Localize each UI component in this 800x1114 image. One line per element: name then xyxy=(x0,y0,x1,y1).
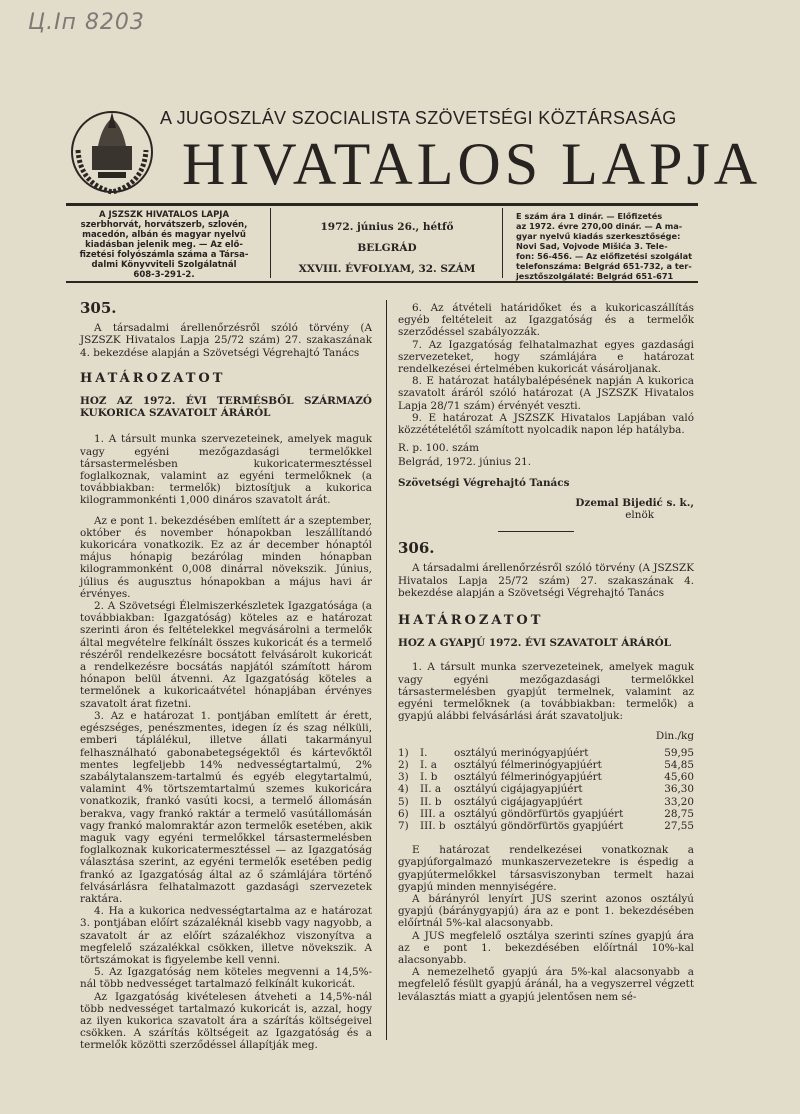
table-row: 6) III. a osztályú göndörfürtös gyapjúért 28,75 xyxy=(398,807,694,820)
header-right-line: Novi Sad, Vojvode Mišića 3. Tele- xyxy=(516,241,668,251)
header-divider xyxy=(502,208,503,278)
header-right-line: E szám ára 1 dinár. — Előfizetés xyxy=(516,211,663,221)
decision-intro: A társadalmi árellenőrzésről szóló törvény (A JSZSZK Hivatalos Lapja 25/72 szám) 27. szakaszának 4. bekezdése alapján a Szövetségi Végrehajtó Tanács xyxy=(80,322,372,359)
table-row: 7) III. b osztályú göndörfürtös gyapjúért 27,55 xyxy=(398,819,694,832)
council-name: Szövetségi Végrehajtó Tanács xyxy=(398,476,570,489)
table-row: 4) II. a osztályú cigájagyapjúért 36,30 xyxy=(398,783,694,796)
header-top-rule xyxy=(66,203,698,206)
table-row: 3) I. b osztályú félmerinógyapjúért 45,60 xyxy=(398,771,694,784)
paragraph: 2. A Szövetségi Élelmiszerkészletek Igazgatósága (a továbbiakban: Igazgatóság) köteles az e határozat szerinti áron és feltételekkel megvásárolni a termelők által megvételre felkínált összes kukoricát és a termelő részéről rendelkezésre bocsátott felvásárolt kukoricát a rendelkezésre bocsátás napjától számított három hónapon belül átvenni. Az Igazgatóság köteles a termelőnek a kukoricaátvétel hónapjában érvényes szavatolt árat fizetni. xyxy=(80,600,372,710)
paragraph: 3. Az e határozat 1. pontjában említett ár érett, egészséges, penészmentes, idegen íz és szag nélküli, emberi táplálékul, illetve állati takarmányul felhasználható gabonabetegségektől és kártevőktől mentes legfeljebb 14% nedvességtartalmú, 2% szabálytalanszem-tartalmú és egyéb elegytartalmú, valamint 4% törtszemtartalmú szemes kukoricára vonatkozik, frankó vasúti kocsi, a termelő állomásán berakva, vagy frankó raktár a termelő vasútállomásán vagy frankó malomraktár azon termelők esetében, akik maguk vagy egyéni termelőkkel társastermelésben foglalkoznak kukoricatermesztéssel — az Igazgatóság választása szerint, az egyéni termelők esetében pedig frankó az Igazgatóság által az ő számlájára történő felvásárlásra felhatalmazott gazdasági szervezetek raktára. xyxy=(80,709,372,905)
header-right-line: az 1972. évre 270,00 dinár. — A ma- xyxy=(516,221,683,231)
decision-intro: A társadalmi árellenőrzésről szóló törvény (A JSZSZK Hivatalos Lapja 25/72 szám) 27. szakaszának 4. bekezdése alapján a Szövetségi Végrehajtó Tanács xyxy=(398,562,694,599)
decision-number: 305. xyxy=(80,299,117,317)
decision-subheading: HOZ AZ 1972. ÉVI TERMÉSBŐL SZÁRMAZÓ KUKORICA SZAVATOLT ÁRÁRÓL xyxy=(80,395,372,420)
wool-price-table xyxy=(398,747,694,832)
paragraph: Az e pont 1. bekezdésében említett ár a szeptember, október és november hónapokban leszállítandó kukoricára vonatkozik. Ez az ár december hónaptól május hónapig bezárólag minden hónapban kilogrammonként 0,008 dinárral növekszik. Június, július és augusztus hónapokban a május havi ár érvényes. xyxy=(80,514,372,600)
paragraph: 1. A társult munka szervezeteinek, amelyek maguk vagy egyéni mezőgazdasági termelőkkel társastermelésben kukoricatermesztéssel foglalkoznak, valamint az egyéni termelőknek (a továbbiakban: termelők) biztosítjuk a kukorica kilogrammonkénti 1,000 dináros szavatolt árát. xyxy=(80,433,372,507)
header-bottom-rule xyxy=(66,281,698,283)
header-left-line: kiadásban jelenik meg. — Az elő- xyxy=(85,240,243,250)
paragraph: 1. A társult munka szervezeteinek, amelyek maguk vagy egyéni mezőgazdasági termelőkkel társastermelésben gyapjút termelnek, valamint az egyéni termelőknek (a továbbiakban: termelők) a gyapjú alábbi felvásárlási árát szavatoljuk: xyxy=(398,661,694,723)
signer-role: elnök xyxy=(625,509,654,522)
place-date: Belgrád, 1972. június 21. xyxy=(398,456,532,469)
decision-number: 306. xyxy=(398,539,435,558)
table-row: 2) I. a osztályú félmerinógyapjúért 54,85 xyxy=(398,758,694,771)
header-right-line: gyar nyelvű kiadás szerkesztősége: xyxy=(516,231,681,241)
paragraph: 6. Az átvételi határidőket és a kukoricaszállítás egyéb feltételeit az Igazgatóság és a termelők szerződéssel szabályozzák. xyxy=(398,302,694,339)
paragraph: 7. Az Igazgatóság felhatalmazhat egyes gazdasági szervezeteket, hogy számlájára e határozat rendelkezései értelmében kukoricát vásároljanak. xyxy=(398,338,694,376)
paragraph: E határozat rendelkezései vonatkoznak a gyapjúforgalmazó munkaszervezetekre is éspedig a gyapjútermelőkkel társasviszonyban termelt hazai gyapjú minden mennyiségére. xyxy=(398,844,694,893)
decision-subheading: HOZ A GYAPJÚ 1972. ÉVI SZAVATOLT ÁRÁRÓL xyxy=(398,637,671,650)
table-row: 5) II. b osztályú cigájagyapjúért 33,20 xyxy=(398,795,694,808)
header-left-info xyxy=(66,210,262,280)
state-emblem-icon xyxy=(68,106,156,196)
issue-volume: XXVIII. ÉVFOLYAM, 32. SZÁM xyxy=(298,263,476,275)
header-left-line: macedón, albán és magyar nyelvű xyxy=(82,230,246,240)
issue-city: BELGRÁD xyxy=(357,242,417,254)
paragraph: A bárányról lenyírt JUS szerint azonos osztályú gyapjú (báránygyapjú) ára az e pont 1. bekezdésében előírtnál 5%-kal alacsonyabb. xyxy=(398,892,694,930)
header-left-line: fizetési folyószámla száma a Társa- xyxy=(79,250,249,260)
paragraph: 8. E határozat hatálybalépésének napján A kukorica szavatolt áráról szóló határozat (A JSZSZK Hivatalos Lapja 28/71 szám) érvényét veszti. xyxy=(398,375,694,412)
paragraph: 5. Az Igazgatóság nem köteles megvenni a 14,5%-nál több nedvességet tartalmazó felkínált kukoricát. xyxy=(80,966,372,991)
paragraph: A JUS megfelelő osztálya szerinti színes gyapjú ára az e pont 1. bekezdésében előírtnál 10%-kal alacsonyabb. xyxy=(398,929,694,966)
header-left-line: 608-3-291-2. xyxy=(133,270,195,280)
reference-number: R. p. 100. szám xyxy=(398,442,479,455)
header-issue-info xyxy=(280,217,494,280)
header-right-line: fon: 56-456. — Az előfizetési szolgálat xyxy=(516,251,693,261)
paragraph: A nemezelhető gyapjú ára 5%-kal alacsonyabb a megfelelő fésült gyapjú áránál, ha a vegyszerrel végzett leválasztás miatt a gyapjú jelentősen nem sé- xyxy=(398,966,694,1003)
section-separator xyxy=(498,531,574,532)
column-divider xyxy=(386,300,387,1040)
header-left-line: A JSZSZK HIVATALOS LAPJA xyxy=(98,210,230,220)
header-right-info xyxy=(516,211,700,281)
decision-heading: HATÁROZATOT xyxy=(80,370,226,386)
paragraph: 4. Ha a kukorica nedvességtartalma az e határozat 3. pontjában előírt százaléknál kisebb vagy nagyobb, a szavatolt ár az előírt százalékhoz viszonyítva a megfelelő százalékkal csökken, illetve növekszik. A törtszámokat is figyelembe kell venni. xyxy=(80,905,372,966)
header-right-line: jesztőszolgálaté: Belgrád 651-671 xyxy=(516,271,674,281)
decision-heading: HATÁROZATOT xyxy=(398,613,544,629)
price-unit: Din./kg xyxy=(655,730,694,743)
header-right-line: telefonszáma: Belgrád 651-732, a ter- xyxy=(516,261,692,271)
right-column xyxy=(398,302,694,1003)
issue-date: 1972. június 26., hétfő xyxy=(320,221,454,233)
handwritten-archive-mark: Ц.Іп 8203 xyxy=(28,10,145,35)
header-left-line: dalmi Könyvviteli Szolgálatnál xyxy=(91,260,237,270)
page-title: HIVATALOS LAPJA xyxy=(182,131,762,197)
header-divider xyxy=(270,208,271,278)
paragraph: Az Igazgatóság kivételesen átveheti a 14,5%-nál több nedvességet tartalmazó kukoricát is, azzal, hogy az ilyen kukorica szavatolt ára a szárítás költségeivel csökken. A szárítás költségeit az Igazgatóság és a termelők közötti szerződéssel állapítják meg. xyxy=(80,990,372,1052)
header-supertitle: A JUGOSZLÁV SZOCIALISTA SZÖVETSÉGI KÖZTÁRSASÁG xyxy=(160,108,677,128)
paragraph: 9. E határozat A JSZSZK Hivatalos Lapjában való közzétételétől számított nyolcadik napon lép hatályba. xyxy=(398,411,694,437)
header-left-line: szerbhorvát, horvátszerb, szlovén, xyxy=(80,220,248,230)
table-row: 1) I. osztályú merinógyapjúért 59,95 xyxy=(398,746,694,759)
left-column xyxy=(80,299,372,1052)
signer-name: Dzemal Bijedić s. k., xyxy=(575,496,694,509)
